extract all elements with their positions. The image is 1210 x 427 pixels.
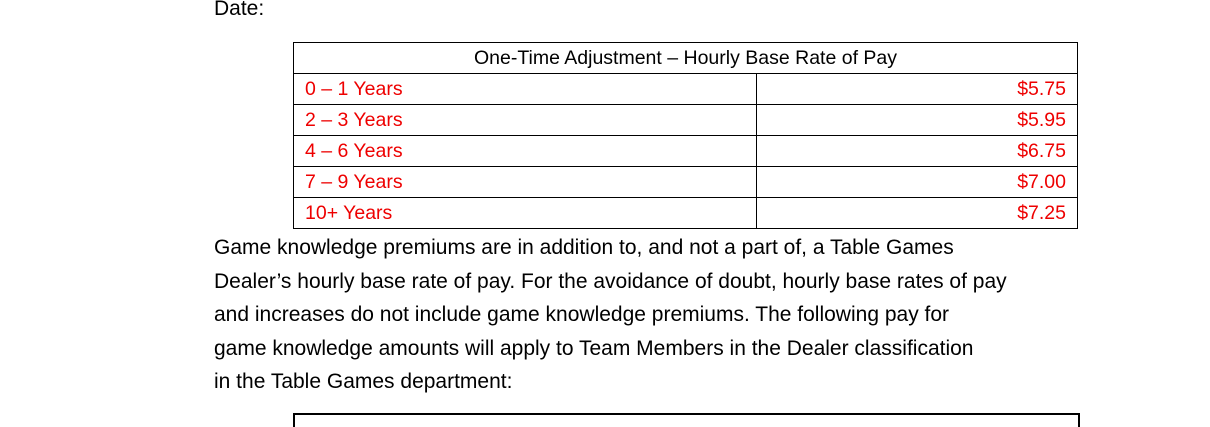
date-label: Date: [214, 0, 265, 20]
table-row [294, 105, 1078, 136]
table-row [294, 167, 1078, 198]
years-cell: 7 – 9 Years [294, 167, 757, 198]
paragraph-line: Game knowledge premiums are in addition to, and not a part of, a Table Games [214, 236, 954, 259]
game-knowledge-paragraph [214, 231, 1094, 399]
table-row [294, 136, 1078, 167]
rate-cell: $7.25 [757, 198, 1078, 229]
next-table-border [293, 413, 1080, 427]
hourly-base-rate-table [293, 42, 1078, 229]
rate-cell: $5.95 [757, 105, 1078, 136]
years-cell: 10+ Years [294, 198, 757, 229]
rate-cell: $6.75 [757, 136, 1078, 167]
years-cell: 4 – 6 Years [294, 136, 757, 167]
table-title: One-Time Adjustment – Hourly Base Rate of Pay [294, 43, 1078, 74]
paragraph-line: game knowledge amounts will apply to Team Members in the Dealer classification [214, 336, 974, 360]
years-cell: 2 – 3 Years [294, 105, 757, 136]
paragraph-line: and increases do not include game knowledge premiums. The following pay for [214, 303, 950, 326]
table-header-row [294, 43, 1078, 74]
paragraph-line: Dealer’s hourly base rate of pay. For the avoidance of doubt, hourly base rates of pay [214, 269, 1007, 293]
years-cell: 0 – 1 Years [294, 74, 757, 105]
paragraph-line: in the Table Games department: [214, 370, 513, 393]
rate-cell: $7.00 [757, 167, 1078, 198]
table-row [294, 74, 1078, 105]
rate-cell: $5.75 [757, 74, 1078, 105]
table-row [294, 198, 1078, 229]
